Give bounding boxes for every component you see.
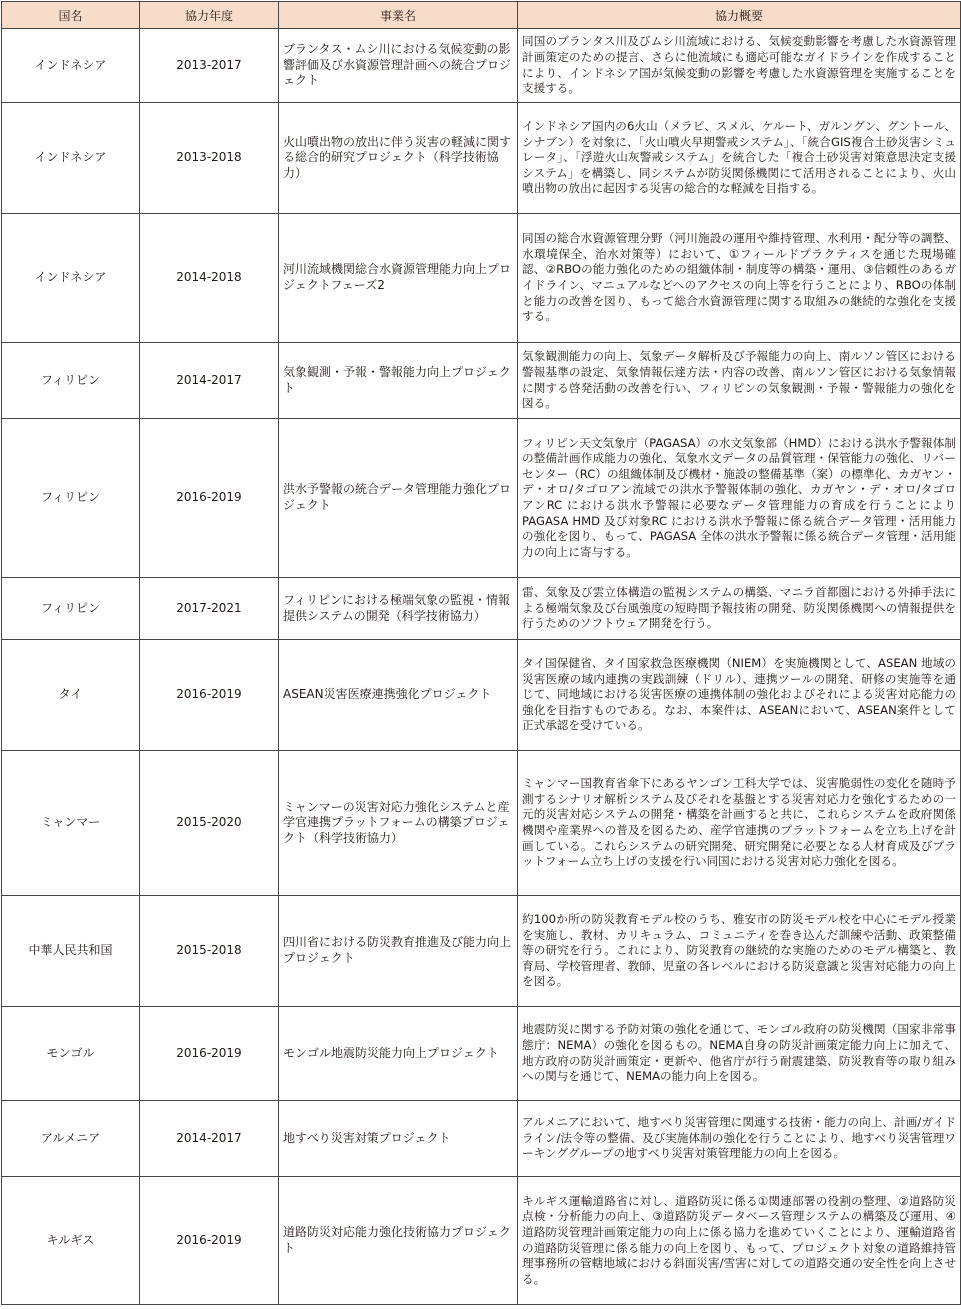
project-name-cell: ミャンマーの災害対応力強化システムと産学官連携プラットフォームの構築プロジェクト（科学技術協力）: [279, 751, 518, 896]
summary-cell: 同国の総合水資源管理分野（河川施設の運用や維持管理、水利用・配分等の調整、水環境保全、治水対策等）において、①フィールドプラクティスを通じた現場確認、②RBOの能力強化のための組織体制・制度等の構築・運用、③信頼性のあるガイドライン、マニュアルなどへのアクセスの向上等を行うことにより、RBOの体制と能力の改善を図り、もって総合水資源管理に関する取組みの継続的な強化を支援する。: [518, 214, 961, 343]
table-row: [2, 29, 961, 103]
country-cell: キルギス: [2, 1177, 140, 1305]
year-cell: 2014-2017: [140, 343, 279, 419]
project-name-cell: モンゴル地震防災能力向上プロジェクト: [279, 1007, 518, 1101]
project-name-cell: ASEAN災害医療連携強化プロジェクト: [279, 640, 518, 751]
table-row: [2, 751, 961, 896]
project-name-cell: 洪水予警報の統合データ管理能力強化プロジェクト: [279, 419, 518, 578]
header-summary: 協力概要: [518, 2, 961, 29]
country-cell: ミャンマー: [2, 751, 140, 896]
project-name-cell: 四川省における防災教育推進及び能力向上プロジェクト: [279, 896, 518, 1007]
summary-cell: タイ国保健省、タイ国家救急医療機関（NIEM）を実施機関として、ASEAN 地域の災害医療の域内連携の実践訓練（ドリル）、連携ツールの開発、研修の実施等を通じて、同地域における災害医療の連携体制の強化およびそれによる災害対応能力の強化を目指すものである。なお、本案件は、ASEANにおいて、ASEAN案件として正式承認を受けている。: [518, 640, 961, 751]
summary-cell: フィリピン天文気象庁（PAGASA）の水文気象部（HMD）における洪水予警報体制の整備計画作成能力の強化、気象水文データの品質管理・保管能力の強化、リバーセンター（RC）の組織体制及び機材・施設の整備基準（案）の標準化、カガヤン・デ・オロ/タゴロアン流域での洪水予警報体制の強化、カガヤン・デ・オロ/タゴロアンRC における洪水予警報に必要なデータ管理能力の育成を行うことによりPAGASA HMD 及び対象RC における洪水予警報に係る統合データ管理・活用能力の強化を図り、もって、PAGASA 全体の洪水予警報に係る統合データ管理・活用能力の向上に寄与する。: [518, 419, 961, 578]
table-row: [2, 343, 961, 419]
cooperation-projects-table: [1, 1, 961, 1305]
summary-cell: 気象観測能力の向上、気象データ解析及び予報能力の向上、南ルソン管区における警報基準の設定、気象情報伝達方法・内容の改善、南ルソン管区における気象情報に関する啓発活動の改善を行い、フィリピンの気象観測・予報・警報能力の強化を図る。: [518, 343, 961, 419]
table-row: [2, 578, 961, 640]
table-row: [2, 1007, 961, 1101]
country-cell: タイ: [2, 640, 140, 751]
header-country: 国名: [2, 2, 140, 29]
country-cell: インドネシア: [2, 29, 140, 103]
country-cell: フィリピン: [2, 419, 140, 578]
year-cell: 2013-2018: [140, 103, 279, 214]
summary-cell: 雷、気象及び雲立体構造の監視システムの構築、マニラ首都圏における外挿手法による極端気象及び台風強度の短時間予報技術の開発、防災関係機関への情報提供を行うためのソフトウェア開発を行う。: [518, 578, 961, 640]
summary-cell: インドネシア国内の6火山（メラピ、スメル、ケルート、ガルングン、グントール、シナブン）を対象に、「火山噴火早期警戒システム」、「統合GIS複合土砂災害シミュレータ」、「浮遊火山灰警戒システム」を統合した「複合土砂災害対策意思決定支援システム」を構築し、同システムが防災関係機関にて活用されることにより、火山噴出物の放出に起因する災害の総合的な軽減を目指する。: [518, 103, 961, 214]
country-cell: 中華人民共和国: [2, 896, 140, 1007]
country-cell: フィリピン: [2, 343, 140, 419]
table-row: [2, 896, 961, 1007]
project-name-cell: 気象観測・予報・警報能力向上プロジェクト: [279, 343, 518, 419]
year-cell: 2016-2019: [140, 1007, 279, 1101]
year-cell: 2014-2017: [140, 1101, 279, 1177]
table-row: [2, 419, 961, 578]
header-project-name: 事業名: [279, 2, 518, 29]
year-cell: 2016-2019: [140, 1177, 279, 1305]
summary-cell: アルメニアにおいて、地すべり災害管理に関連する技術・能力の向上、計画/ガイドライン/法令等の整備、及び実施体制の強化を行うことにより、地すべり災害管理ワーキンググループの地すべり災害対策管理能力の向上を図る。: [518, 1101, 961, 1177]
country-cell: インドネシア: [2, 214, 140, 343]
header-year: 協力年度: [140, 2, 279, 29]
project-name-cell: 地すべり災害対策プロジェクト: [279, 1101, 518, 1177]
project-name-cell: ブランタス・ムシ川における気候変動の影響評価及び水資源管理計画への統合プロジェクト: [279, 29, 518, 103]
summary-cell: ミャンマー国教育省傘下にあるヤンゴン工科大学では、災害脆弱性の変化を随時予測するシナリオ解析システム及びそれを基盤とする災害対応力を強化するための一元的災害対応システムの開発・構築を計画すると共に、これらシステムを政府関係機関や産業界への普及を図るため、産学官連携のプラットフォームを立ち上げを計画している。これらシステムの研究開発、研究開発に必要となる人材育成及びプラットフォーム立ち上げの支援を行い同国における災害対応力強化を図る。: [518, 751, 961, 896]
table-row: [2, 640, 961, 751]
project-name-cell: 河川流域機関総合水資源管理能力向上プロジェクトフェーズ2: [279, 214, 518, 343]
table-row: [2, 214, 961, 343]
table-header-row: [2, 2, 961, 29]
year-cell: 2014-2018: [140, 214, 279, 343]
country-cell: フィリピン: [2, 578, 140, 640]
country-cell: アルメニア: [2, 1101, 140, 1177]
year-cell: 2016-2019: [140, 640, 279, 751]
summary-cell: キルギス運輸道路省に対し、道路防災に係る①関連部署の役割の整理、②道路防災点検・分析能力の向上、③道路防災データベース管理システムの構築及び運用、④道路防災管理計画策定能力の向上に係る協力を進めていくことにより、運輸道路省の道路防災管理に係る能力の向上を図り、もって、プロジェクト対象の道路維持管理事務所の管轄地域における斜面災害/雪害に対しての道路交通の安全性を向上させる。: [518, 1177, 961, 1305]
year-cell: 2017-2021: [140, 578, 279, 640]
summary-cell: 地震防災に関する予防対策の強化を通じて、モンゴル政府の防災機関（国家非常事態庁：NEMA）の強化を図るもの。NEMA自身の防災計画策定能力向上に加えて、地方政府の防災計画策定・更新や、他省庁が行う耐震建築、防災教育等の取り組みへの関与を通じて、NEMAの能力向上を図る。: [518, 1007, 961, 1101]
summary-cell: 約100か所の防災教育モデル校のうち、雅安市の防災モデル校を中心にモデル授業を実施し、教材、カリキュラム、コミュニティを巻き込んだ訓練や活動、政策整備等の研究を行う。これにより、防災教育の継続的な実施のためのモデル構築と、教育局、学校管理者、教師、児童の各レベルにおける防災意識と災害対応能力の向上を図る。: [518, 896, 961, 1007]
year-cell: 2013-2017: [140, 29, 279, 103]
table-row: [2, 103, 961, 214]
country-cell: インドネシア: [2, 103, 140, 214]
year-cell: 2015-2020: [140, 751, 279, 896]
project-name-cell: フィリピンにおける極端気象の監視・情報提供システムの開発（科学技術協力）: [279, 578, 518, 640]
year-cell: 2015-2018: [140, 896, 279, 1007]
country-cell: モンゴル: [2, 1007, 140, 1101]
table-row: [2, 1177, 961, 1305]
table-row: [2, 1101, 961, 1177]
project-name-cell: 道路防災対応能力強化技術協力プロジェクト: [279, 1177, 518, 1305]
year-cell: 2016-2019: [140, 419, 279, 578]
project-name-cell: 火山噴出物の放出に伴う災害の軽減に関する総合的研究プロジェクト（科学技術協力）: [279, 103, 518, 214]
summary-cell: 同国のブランタス川及びムシ川流域における、気候変動影響を考慮した水資源管理計画策定のための提言、さらに他流域にも適応可能なガイドラインを作成することにより、インドネシア国が気候変動の影響を考慮した水資源管理を実施することを支援する。: [518, 29, 961, 103]
